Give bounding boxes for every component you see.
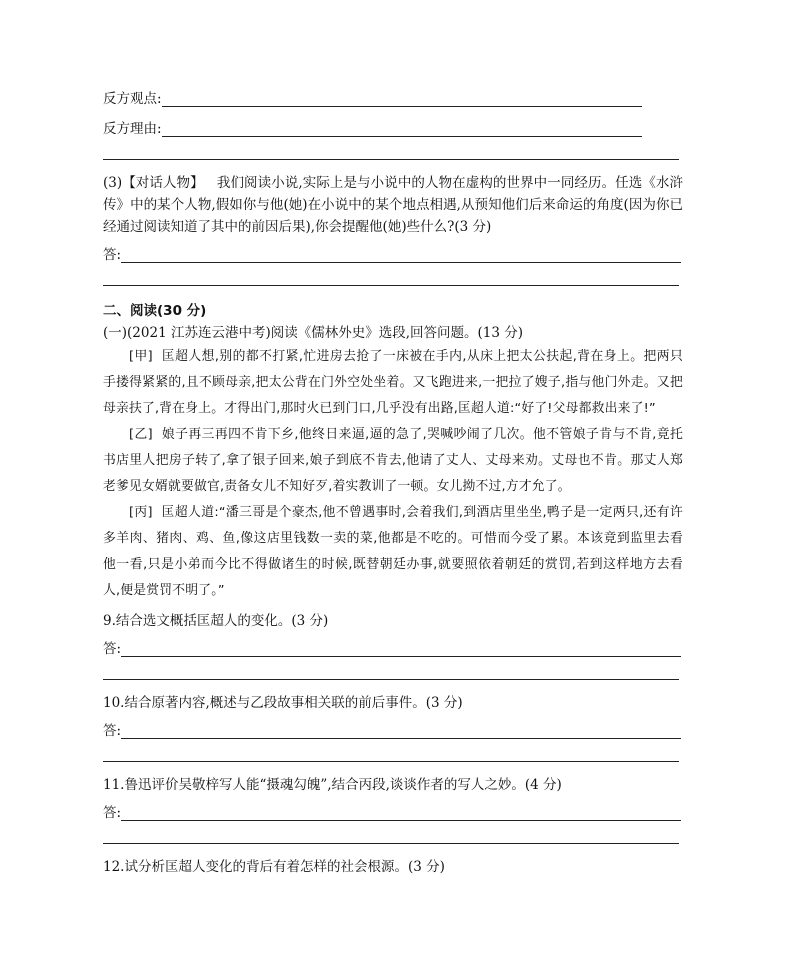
question-3-number: (3) <box>103 175 123 191</box>
question-3-text: 我们阅读小说,实际上是与小说中的人物在虚构的世界中一同经历。任选《水浒传》中的某个人物,假如你与他(她)在小说中的某个地点相遇,从预知他们后来命运的角度(因为你已经通过阅读知道了其中的前因后果),你会提醒他(她)些什么?(3 分) <box>103 175 684 235</box>
question-10-answer-field <box>103 717 683 739</box>
question-10-answer-line[interactable] <box>121 722 681 739</box>
question-9-answer-line-2[interactable] <box>103 661 679 680</box>
opposing-view-answer-line[interactable] <box>162 90 642 107</box>
opposing-reason-field <box>103 115 683 137</box>
passage-bing-tag: [丙] <box>129 505 153 520</box>
question-10: 10.结合原著内容,概述与乙段故事相关联的前后事件。(3 分) <box>103 695 463 711</box>
question-9-answer-field <box>103 635 683 657</box>
answer-label: 答: <box>103 723 122 739</box>
passage-jia-tag: [甲] <box>129 349 153 364</box>
question-11-answer-line-2[interactable] <box>103 825 679 844</box>
question-3-answer-line[interactable] <box>121 246 681 263</box>
answer-label: 答: <box>103 641 122 657</box>
answer-label: 答: <box>103 247 122 263</box>
answer-label: 答: <box>103 805 122 821</box>
reading-intro: (一)(2021 江苏连云港中考)阅读《儒林外史》选段,回答问题。(13 分) <box>103 325 524 341</box>
opposing-view-field <box>103 85 683 107</box>
opposing-reason-answer-line[interactable] <box>162 120 642 137</box>
passage-yi-text: 娘子再三再四不肯下乡,他终日来逼,逼的急了,哭喊吵闹了几次。他不管娘子肯与不肯,竟托书店里人把房子转了,拿了银子回来,娘子到底不肯去,他请了丈人、丈母来劝。丈母也不肯。那丈人郑老爹见女婿就要做官,责备女儿不知好歹,着实教训了一顿。女儿拗不过,方才允了。 <box>103 427 683 494</box>
worksheet-page <box>103 82 683 878</box>
question-9-answer-line[interactable] <box>121 640 681 657</box>
passage-jia <box>103 344 683 422</box>
question-12: 12.试分析匡超人变化的背后有着怎样的社会根源。(3 分) <box>103 859 445 875</box>
question-11: 11.鲁迅评价吴敬梓写人能“摄魂勾魄”,结合丙段,谈谈作者的写人之妙。(4 分) <box>103 777 562 793</box>
opposing-reason-label: 反方理由: <box>103 121 162 137</box>
question-11-answer-line[interactable] <box>121 804 681 821</box>
question-3-answer-field <box>103 241 683 263</box>
section-title: 二、阅读(30 分) <box>103 303 207 319</box>
passage-yi-tag: [乙] <box>129 427 153 442</box>
opposing-reason-answer-line-2[interactable] <box>103 141 679 160</box>
question-11-answer-field <box>103 799 683 821</box>
passage-jia-text: 匡超人想,别的都不打紧,忙进房去抢了一床被在手内,从床上把太公扶起,背在身上。把两只手搂得紧紧的,且不顾母亲,把太公背在门外空处坐着。又飞跑进来,一把拉了嫂子,指与他门外走。又把母亲扶了,背在身上。才得出门,那时火已到门口,几乎没有出路,匡超人道:“好了!父母都救出来了!” <box>103 349 683 416</box>
question-9: 9.结合选文概括匡超人的变化。(3 分) <box>103 613 329 629</box>
passage-bing-text: 匡超人道:“潘三哥是个豪杰,他不曾遇事时,会着我们,到酒店里坐坐,鸭子是一定两只,还有许多羊肉、猪肉、鸡、鱼,像这店里钱数一卖的菜,他都是不吃的。可惜而今受了累。本该竟到监里去看他一看,只是小弟而今比不得做诸生的时候,既替朝廷办事,就要照依着朝廷的赏罚,若到这样地方去看人,便是赏罚不明了。” <box>103 505 683 598</box>
opposing-view-label: 反方观点: <box>103 91 162 107</box>
question-3-answer-line-2[interactable] <box>103 267 679 286</box>
passage-yi <box>103 422 683 500</box>
question-10-answer-line-2[interactable] <box>103 743 679 762</box>
question-3-tag: 【对话人物】 <box>122 175 204 191</box>
question-3 <box>103 172 683 238</box>
passage-bing <box>103 500 683 604</box>
